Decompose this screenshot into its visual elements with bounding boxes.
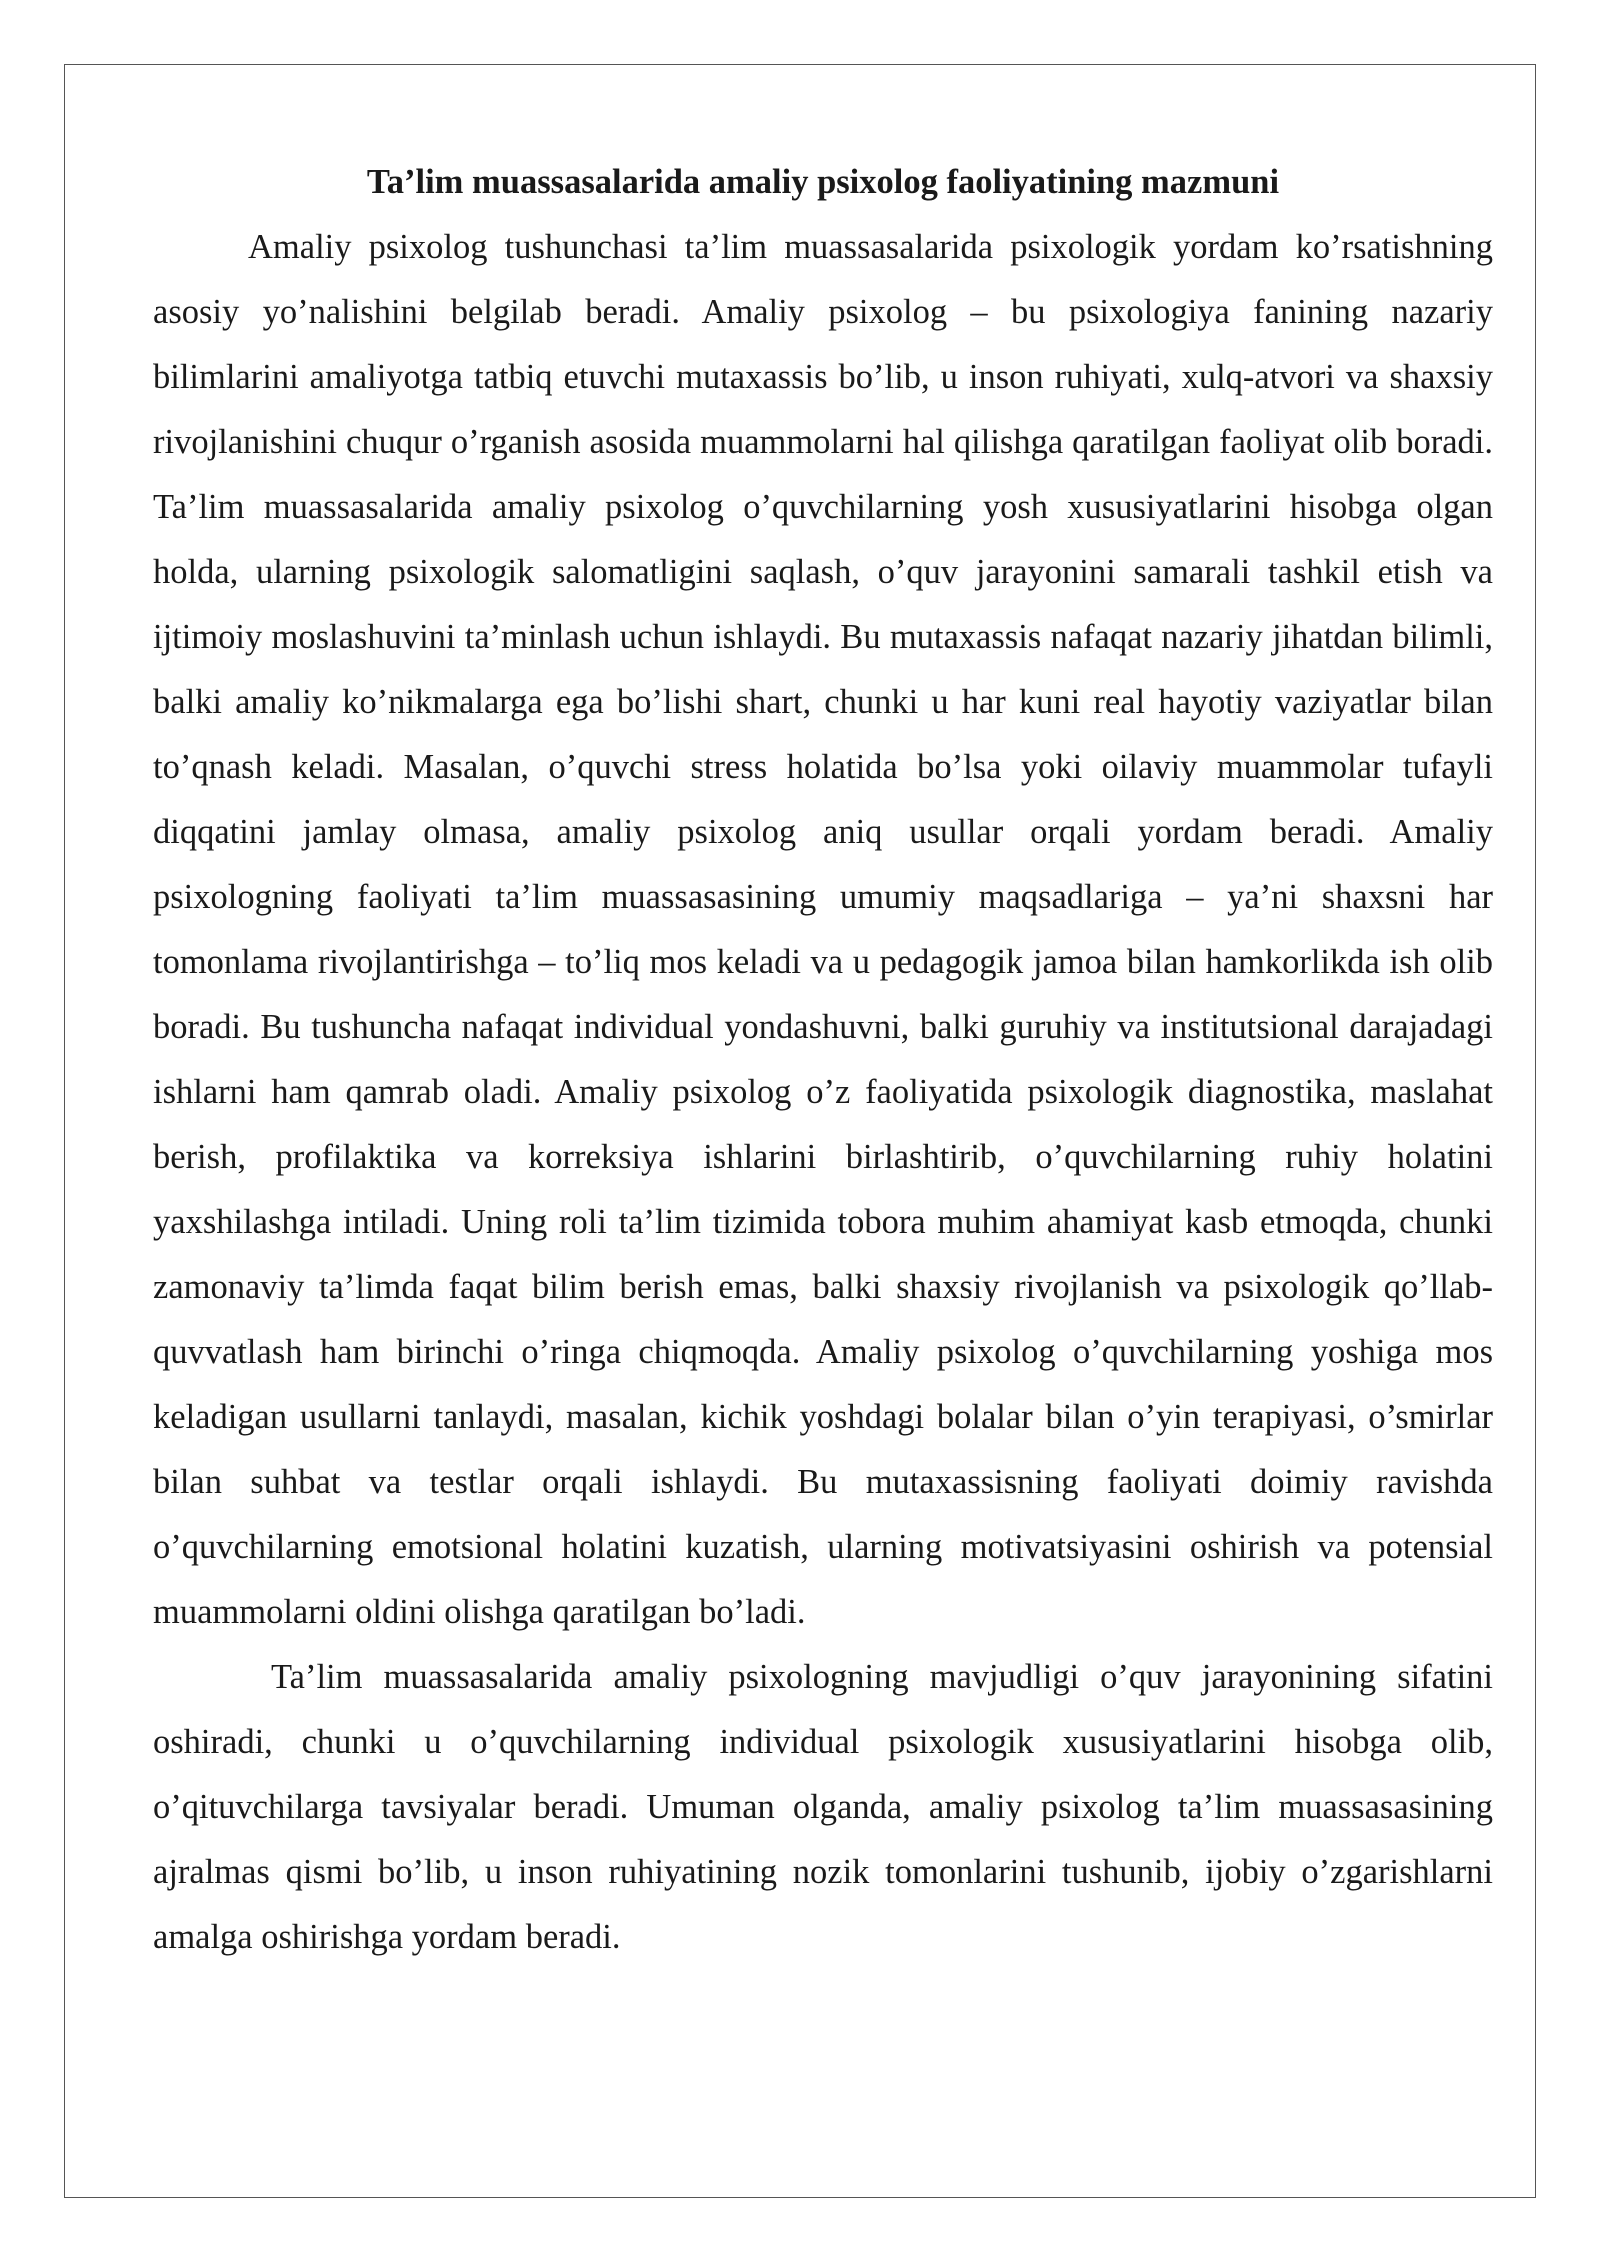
document-title: Ta’lim muassasalarida amaliy psixolog faoliyatining mazmuni bbox=[366, 163, 1280, 201]
document-body bbox=[153, 150, 1493, 1970]
paragraph-2: Ta’lim muassasalarida amaliy psixologning mavjudligi o’quv jarayonining sifatini oshiradi, chunki u o’quvchilarning individual psixologik xususiyatlarini hisobga olib, o’qituvchilarga tavsiyalar beradi. Umuman olganda, amaliy psixolog ta’lim muassasasining ajralmas qismi bo’lib, u inson ruhiyatining nozik tomonlarini tushunib, ijobiy o’zgarishlarni amalga oshirishga yordam beradi. bbox=[153, 1658, 1493, 1956]
paragraph-1: Amaliy psixolog tushunchasi ta’lim muassasalarida psixologik yordam ko’rsatishning asosiy yo’nalishini belgilab beradi. Amaliy psixolog – bu psixologiya fanining nazariy bilimlarini amaliyotga tatbiq etuvchi mutaxassis bo’lib, u inson ruhiyati, xulq-atvori va shaxsiy rivojlanishini chuqur o’rganish asosida muammolarni hal qilishga qaratilgan faoliyat olib boradi. Ta’lim muassasalarida amaliy psixolog o’quvchilarning yosh xususiyatlarini hisobga olgan holda, ularning psixologik salomatligini saqlash, o’quv jarayonini samarali tashkil etish va ijtimoiy moslashuvini ta’minlash uchun ishlaydi. Bu mutaxassis nafaqat nazariy jihatdan bilimli, balki amaliy ko’nikmalarga ega bo’lishi shart, chunki u har kuni real hayotiy vaziyatlar bilan to’qnash keladi. Masalan, o’quvchi stress holatida bo’lsa yoki oilaviy muammolar tufayli diqqatini jamlay olmasa, amaliy psixolog aniq usullar orqali yordam beradi. Amaliy psixologning faoliyati ta’lim muassasasining umumiy maqsadlariga – ya’ni shaxsni har tomonlama rivojlantirishga – to’liq mos keladi va u pedagogik jamoa bilan hamkorlikda ish olib boradi. Bu tushuncha nafaqat individual yondashuvni, balki guruhiy va institutsional darajadagi ishlarni ham qamrab oladi. Amaliy psixolog o’z faoliyatida psixologik diagnostika, maslahat berish, profilaktika va korreksiya ishlarini birlashtirib, o’quvchilarning ruhiy holatini yaxshilashga intiladi. Uning roli ta’lim tizimida tobora muhim ahamiyat kasb etmoqda, chunki zamonaviy ta’limda faqat bilim berish emas, balki shaxsiy rivojlanish va psixologik qo’llab-quvvatlash ham birinchi o’ringa chiqmoqda. Amaliy psixolog o’quvchilarning yoshiga mos keladigan usullarni tanlaydi, masalan, kichik yoshdagi bolalar bilan o’yin terapiyasi, o’smirlar bilan suhbat va testlar orqali ishlaydi. Bu mutaxassisning faoliyati doimiy ravishda o’quvchilarning emotsional holatini kuzatish, ularning motivatsiyasini oshirish va potensial muammolarni oldini olishga qaratilgan bo’ladi. bbox=[153, 228, 1493, 1631]
